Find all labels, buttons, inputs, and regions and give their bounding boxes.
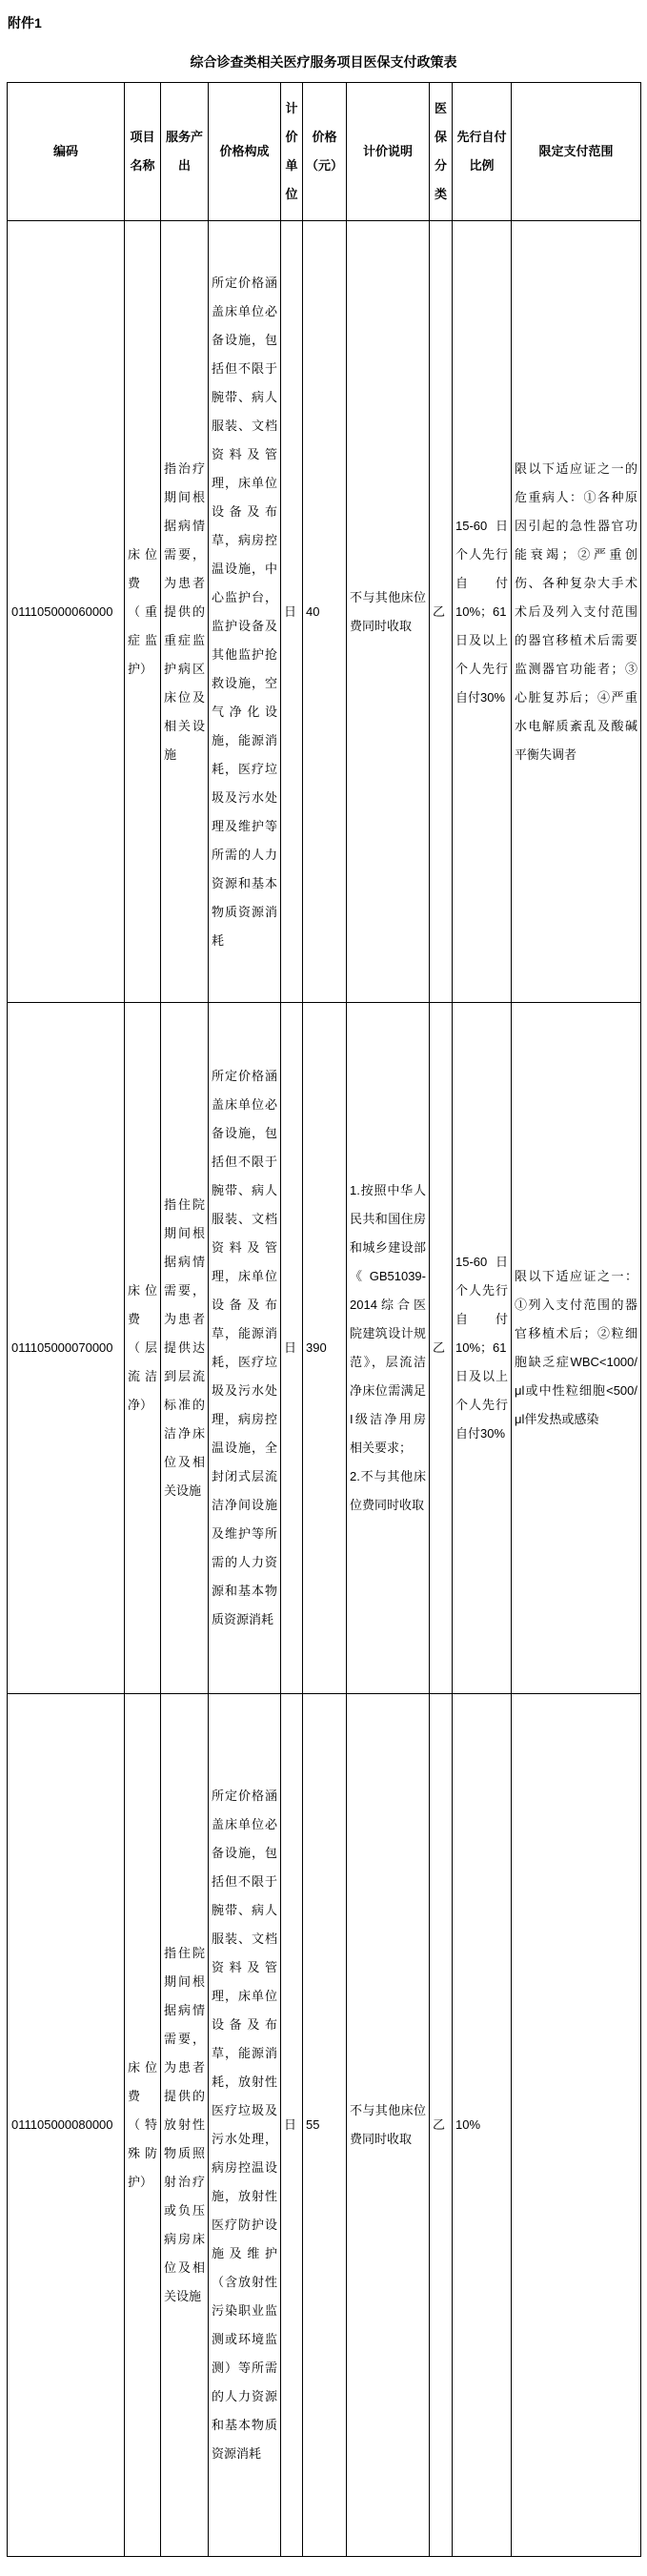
header-self-pay-ratio: 先行自付比例	[453, 83, 512, 221]
item-name-cell: 床位费（特殊防护）	[125, 1694, 161, 2557]
price-cell: 55	[303, 1694, 347, 2557]
header-price: 价格（元）	[303, 83, 347, 221]
service-output-cell: 指住院期间根据病情需要，为患者提供的放射性物质照射治疗或负压病房床位及相关设施	[161, 1694, 209, 2557]
table-row	[8, 1694, 641, 2557]
code-cell: 011105000080000	[8, 1694, 125, 2557]
service-output-cell: 指住院期间根据病情需要，为患者提供达到层流标准的洁净床位及相关设施	[161, 1003, 209, 1694]
item-name-cell: 床位费（层流洁净）	[125, 1003, 161, 1694]
pricing-note-item: 2.不与其他床位费同时收取	[350, 1469, 426, 1512]
insurance-class-cell: 乙	[430, 1003, 453, 1694]
header-code: 编码	[8, 83, 125, 221]
self-pay-ratio-cell: 10%	[453, 1694, 512, 2557]
table-row	[8, 1003, 641, 1694]
price-composition-cell: 所定价格涵盖床单位必备设施，包括但不限于腕带、病人服装、文档资料及管理，床单位设备及布草，能源消耗，医疗垃圾及污水处理，病房控温设施，全封闭式层流洁净间设施及维护等所需的人力资源和基本物质资源消耗	[209, 1003, 281, 1694]
code-cell: 011105000060000	[8, 221, 125, 1003]
document-title: 综合诊查类相关医疗服务项目医保支付政策表	[190, 54, 457, 70]
header-insurance-class: 医保分类	[430, 83, 453, 221]
pricing-unit-cell: 日	[281, 221, 303, 1003]
pricing-note-item: 不与其他床位费同时收取	[350, 2103, 426, 2146]
service-output-cell: 指治疗期间根据病情需要，为患者提供的重症监护病区床位及相关设施	[161, 221, 209, 1003]
price-composition-cell: 所定价格涵盖床单位必备设施，包括但不限于腕带、病人服装、文档资料及管理，床单位设备及布草，能源消耗，放射性医疗垃圾及污水处理，病房控温设施，放射性医疗防护设施及维护（含放射性污染职业监测或环境监测）等所需的人力资源和基本物质资源消耗	[209, 1694, 281, 2557]
pricing-note-cell	[347, 1694, 430, 2557]
code-cell: 011105000070000	[8, 1003, 125, 1694]
pricing-unit-cell: 日	[281, 1694, 303, 2557]
pricing-note-cell	[347, 221, 430, 1003]
policy-table	[7, 82, 641, 2557]
self-pay-ratio-cell: 15-60日个人先行自付10%；61日及以上个人先行自付30%	[453, 221, 512, 1003]
table-row	[8, 221, 641, 1003]
pricing-note-cell	[347, 1003, 430, 1694]
pricing-note-item: 不与其他床位费同时收取	[350, 589, 426, 633]
header-price-composition: 价格构成	[209, 83, 281, 221]
header-pricing-unit: 计价单位	[281, 83, 303, 221]
table-header-row	[8, 83, 641, 221]
price-composition-cell: 所定价格涵盖床单位必备设施，包括但不限于腕带、病人服装、文档资料及管理，床单位设备及布草，病房控温设施，中心监护台，监护设备及其他监护抢救设施，空气净化设施，能源消耗，医疗垃圾及污水处理及维护等所需的人力资源和基本物质资源消耗	[209, 221, 281, 1003]
pricing-note-item: 1.按照中华人民共和国住房和城乡建设部《GB51039-2014综合医院建筑设计规范》，层流洁净床位需满足I级洁净用房相关要求；	[350, 1183, 426, 1455]
price-cell: 390	[303, 1003, 347, 1694]
header-payment-scope: 限定支付范围	[512, 83, 641, 221]
header-service-output: 服务产出	[161, 83, 209, 221]
price-cell: 40	[303, 221, 347, 1003]
insurance-class-cell: 乙	[430, 1694, 453, 2557]
header-pricing-note: 计价说明	[347, 83, 430, 221]
insurance-class-cell: 乙	[430, 221, 453, 1003]
self-pay-ratio-cell: 15-60日个人先行自付10%；61日及以上个人先行自付30%	[453, 1003, 512, 1694]
header-item-name: 项目名称	[125, 83, 161, 221]
attachment-label: 附件1	[8, 15, 42, 31]
payment-scope-cell: 限以下适应证之一的危重病人：①各种原因引起的急性器官功能衰竭；②严重创伤、各种复杂大手术术后及列入支付范围的器官移植术后需要监测器官功能者；③心脏复苏后；④严重水电解质紊乱及酸碱平衡失调者	[512, 221, 641, 1003]
payment-scope-cell	[512, 1694, 641, 2557]
item-name-cell: 床位费（重症监护）	[125, 221, 161, 1003]
payment-scope-cell: 限以下适应证之一：①列入支付范围的器官移植术后；②粒细胞缺乏症WBC<1000/μl或中性粒细胞<500/μl伴发热或感染	[512, 1003, 641, 1694]
pricing-unit-cell: 日	[281, 1003, 303, 1694]
